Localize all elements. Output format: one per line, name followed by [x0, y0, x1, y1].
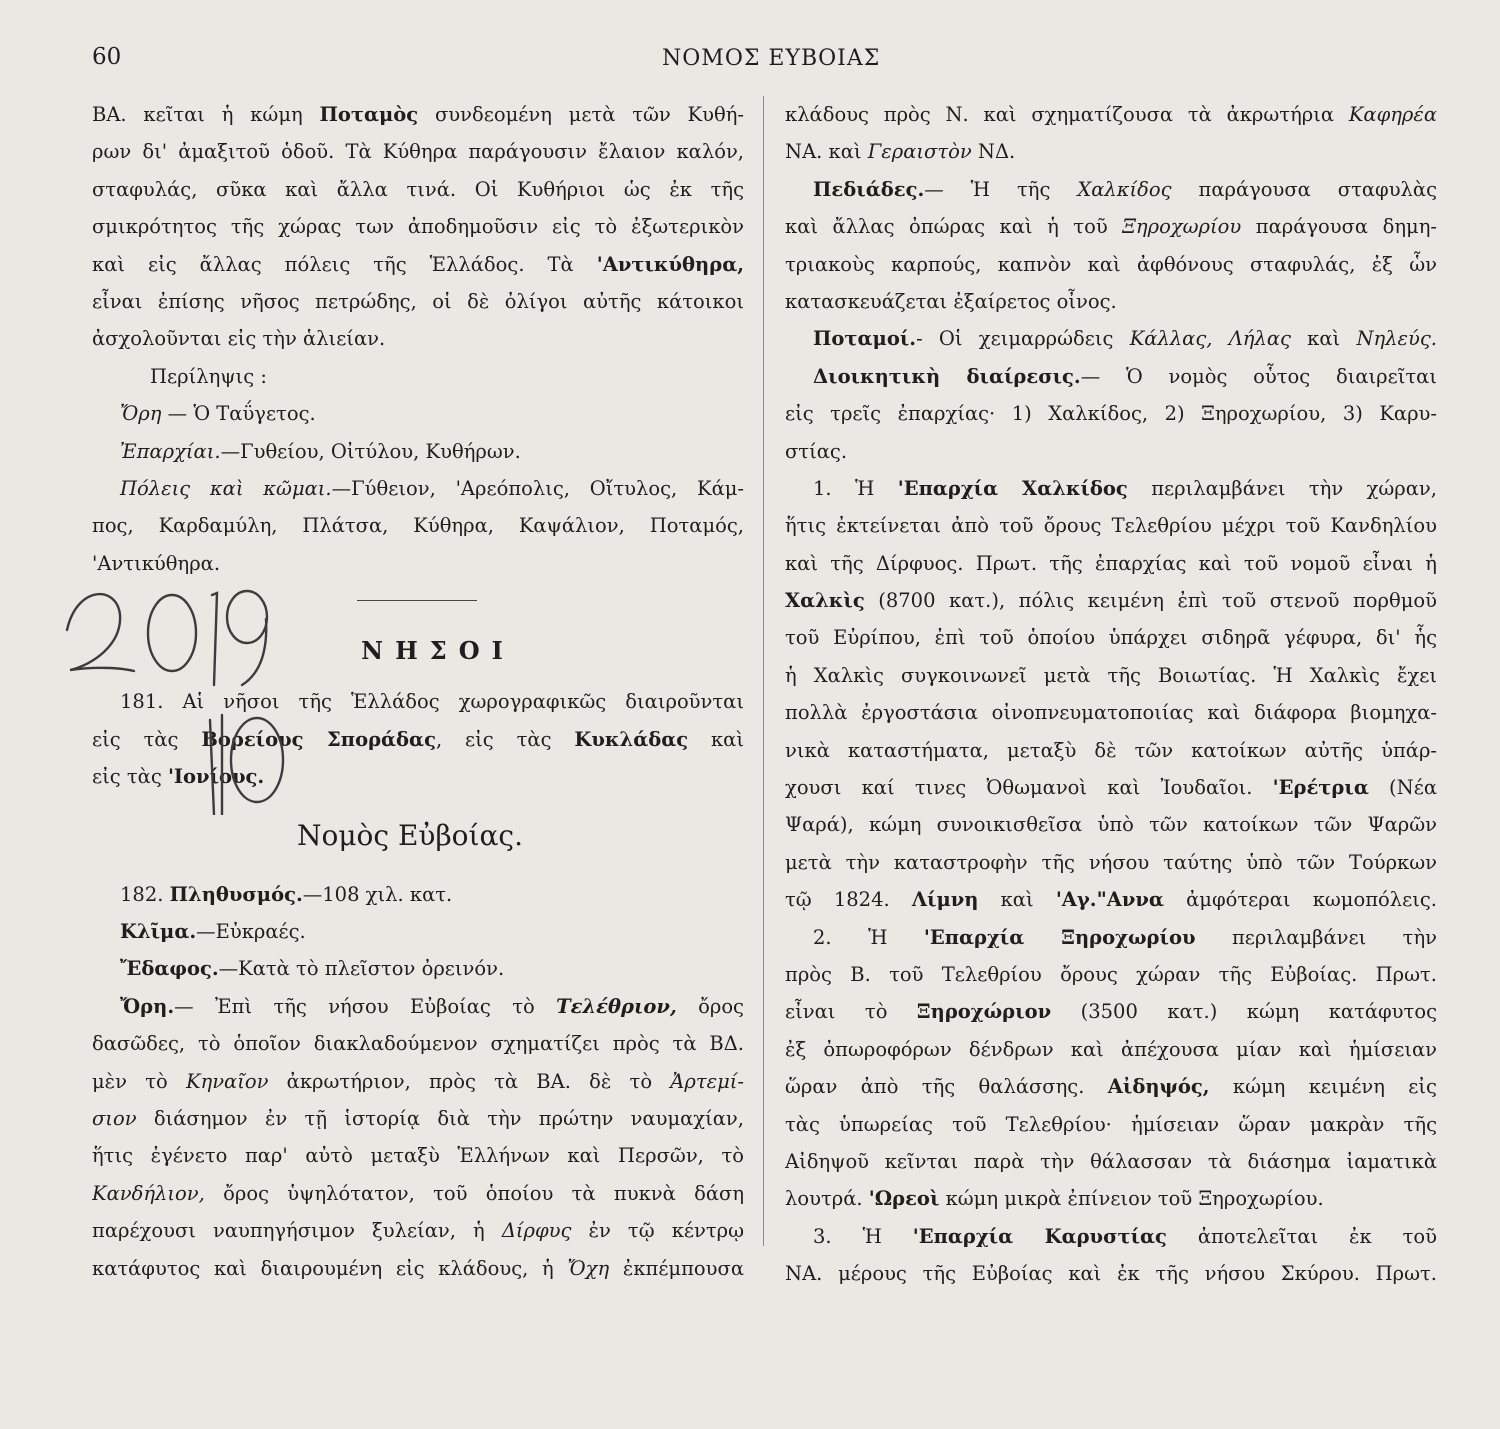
- text-line: ΝΑ. καὶ Γεραιστὸν ΝΔ.: [785, 140, 1016, 164]
- text-line: Κανδήλιον, ὄρος ὑψηλότατον, τοῦ ὁποίου τὰ πυκνὰ δάση: [92, 1181, 744, 1205]
- text-line: Χαλκὶς (8700 κατ.), πόλις κειμένη ἐπὶ τοῦ στενοῦ πορθμοῦ: [785, 589, 1437, 613]
- text-line: στίας.: [785, 439, 848, 463]
- text-line: ἥτις ἐγένετο παρ' αὐτὸ μεταξὺ Ἑλλήνων καὶ Περσῶν, τὸ: [92, 1144, 744, 1168]
- text-line: πος, Καρδαμύλη, Πλάτσα, Κύθηρα, Καψάλιον, Ποταμός,: [92, 514, 744, 538]
- soil-line: Ἔδαφος.—Κατὰ τὸ πλεῖστον ὀρεινόν.: [120, 957, 505, 981]
- text-line: ΝΑ. μέρους τῆς Εὐβοίας καὶ ἐκ τῆς νήσου Σκύρου. Πρωτ.: [785, 1262, 1437, 1286]
- text-line: σταφυλάς, σῦκα καὶ ἄλλα τινά. Οἱ Κυθήριοι ὡς ἐκ τῆς: [92, 177, 744, 201]
- handwritten-annotation-2019: [62, 575, 322, 815]
- right-column: [785, 96, 1437, 1293]
- text-line: εἶναι τὸ Ξηροχώριον (3500 κατ.) κώμη κατάφυτος: [785, 1000, 1437, 1024]
- mountains-line: Ὄρη.— Ἐπὶ τῆς νήσου Εὐβοίας τὸ Τελέθριον, ὄρος: [120, 994, 744, 1018]
- text-line: ἐξ ὀπωροφόρων δένδρων καὶ ἀπέχουσα μίαν καὶ ἡμίσειαν: [785, 1037, 1437, 1061]
- islands-heading: ΝΗΣΟΙ: [361, 636, 515, 666]
- page-number: 60: [92, 44, 122, 70]
- text-line: εἰς τὰς 'Ιονίους.: [92, 765, 265, 789]
- summary-mountains: Ὄρη — Ὁ Ταΰγετος.: [120, 402, 316, 426]
- text-line: πρὸς Β. τοῦ Τελεθρίου ὄρους χώραν τῆς Εὐβοίας. Πρωτ.: [785, 962, 1437, 986]
- text-line: καὶ ἄλλας ὀπώρας καὶ ἡ τοῦ Ξηροχωρίου παράγουσα δημη-: [785, 215, 1437, 239]
- text-line: Αἰδηψοῦ κεῖνται παρὰ τὴν θάλασσαν τὰ διάσημα ἰαματικὰ: [785, 1149, 1437, 1173]
- plains-line: Πεδιάδες.— Ἡ τῆς Χαλκίδος παράγουσα σταφυλὰς: [813, 177, 1437, 201]
- paragraph-182: 182. Πληθυσμός.—108 χιλ. κατ.: [120, 882, 453, 906]
- summary-provinces: Ἐπαρχίαι.—Γυθείου, Οἰτύλου, Κυθήρων.: [120, 439, 521, 463]
- short-rule: [357, 600, 477, 601]
- text-line: τοῦ Εὐρίπου, ἐπὶ τοῦ ὁποίου ὑπάρχει σιδηρᾶ γέφυρα, δι' ἧς: [785, 626, 1437, 650]
- text-line: μετὰ τὴν καταστροφὴν τῆς νήσου ταύτης ὑπὸ τῶν Τούρκων: [785, 850, 1437, 874]
- text-line: χουσι καί τινες Ὀθωμανοὶ καὶ Ἰουδαῖοι. 'Ερέτρια (Νέα: [785, 776, 1437, 800]
- text-line: δασῶδες, τὸ ὁποῖον διακλαδούμενον σχηματίζει πρὸς τὰ ΒΔ.: [92, 1032, 744, 1056]
- administration-line: Διοικητικὴ διαίρεσις.— Ὁ νομὸς οὗτος διαιρεῖται: [813, 364, 1437, 388]
- text-line: κατασκευάζεται ἐξαίρετος οἶνος.: [785, 289, 1117, 313]
- text-line: 'Αντικύθηρα.: [92, 551, 221, 575]
- text-line: ρων δι' ἀμαξιτοῦ ὁδοῦ. Τὰ Κύθηρα παράγουσιν ἔλαιον καλόν,: [92, 140, 744, 164]
- section-heading: Νομὸς Εὐβοίας.: [297, 818, 523, 852]
- province-2-line: 2. Ἡ 'Επαρχία Ξηροχωρίου περιλαμβάνει τὴν: [813, 925, 1437, 949]
- text-line: ἀσχολοῦνται εἰς τὴν ἁλιείαν.: [92, 327, 386, 351]
- text-line: ἥτις ἐκτείνεται ἀπὸ τοῦ ὄρους Τελεθρίου μέχρι τοῦ Κανδηλίου: [785, 514, 1437, 538]
- text-line: νικὰ καταστήματα, μεταξὺ δὲ τῶν κατοίκων αὐτῆς ὑπάρ-: [785, 738, 1437, 762]
- text-line: σιον διάσημον ἐν τῇ ἱστορίᾳ διὰ τὴν πρώτην ναυμαχίαν,: [92, 1106, 744, 1130]
- rivers-line: Ποταμοί.- Οἱ χειμαρρώδεις Κάλλας, Λήλας καὶ Νηλεύς.: [813, 327, 1437, 351]
- text-line: τὰς ὑπωρείας τοῦ Τελεθρίου· ἡμίσειαν ὥραν μακρὰν τῆς: [785, 1112, 1437, 1136]
- province-1-line: 1. Ἡ 'Επαρχία Χαλκίδος περιλαμβάνει τὴν χώραν,: [813, 476, 1437, 500]
- text-line: καὶ τῆς Δίρφυος. Πρωτ. τῆς ἐπαρχίας καὶ τοῦ νομοῦ εἶναι ἡ: [785, 551, 1437, 575]
- text-line: σμικρότητος τῆς χώρας των ἀποδημοῦσιν εἰς τὸ ἐξωτερικὸν: [92, 215, 744, 239]
- text-line: κλάδους πρὸς Ν. καὶ σχηματίζουσα τὰ ἀκρωτήρια Καφηρέα: [785, 103, 1437, 126]
- text-line: εἰς τὰς Βορείους Σποράδας, εἰς τὰς Κυκλάδας καὶ: [92, 727, 744, 751]
- text-line: κατάφυτος καὶ διαιρουμένη εἰς κλάδους, ἡ Ὄχη ἐκπέμπουσα: [92, 1256, 744, 1280]
- text-line: λουτρά. 'Ωρεοὶ κώμη μικρὰ ἐπίνειον τοῦ Ξηροχωρίου.: [785, 1187, 1324, 1211]
- summary-title: Περίληψις :: [150, 364, 267, 388]
- province-3-line: 3. Ἡ 'Επαρχία Καρυστίας ἀποτελεῖται ἐκ τοῦ: [813, 1224, 1437, 1248]
- text-line: καὶ εἰς ἄλλας πόλεις τῆς Ἑλλάδος. Τὰ 'Αντικύθηρα,: [92, 252, 744, 276]
- text-line: εἶναι ἐπίσης νῆσος πετρώδης, οἱ δὲ ὀλίγοι αὐτῆς κάτοικοι: [92, 289, 744, 313]
- text-line: ὥραν ἀπὸ τῆς θαλάσσης. Αἰδηψός, κώμη κειμένη εἰς: [785, 1075, 1437, 1099]
- text-line: παρέχουσι ναυπηγήσιμον ξυλείαν, ἡ Δίρφυς ἐν τῷ κέντρῳ: [92, 1219, 744, 1243]
- text-line: Ψαρά), κώμη συνοικισθεῖσα ὑπὸ τῶν κατοίκων τῶν Ψαρῶν: [785, 813, 1437, 837]
- climate-line: Κλῖμα.—Εὐκραές.: [120, 920, 306, 944]
- text-line: τῷ 1824. Λίμνη καὶ 'Αγ."Αννα ἀμφότεραι κωμοπόλεις.: [785, 888, 1437, 912]
- running-title: ΝΟΜΟΣ ΕΥΒΟΙΑΣ: [662, 46, 881, 71]
- text-line: μὲν τὸ Κηναῖον ἀκρωτήριον, πρὸς τὰ ΒΑ. δὲ τὸ Ἀρτεμί-: [92, 1069, 744, 1093]
- text-line: ἡ Χαλκὶς συγκοινωνεῖ μετὰ τῆς Βοιωτίας. Ἡ Χαλκὶς ἔχει: [785, 663, 1437, 687]
- column-divider: [763, 96, 764, 1246]
- paragraph-181: 181. Αἱ νῆσοι τῆς Ἑλλάδος χωρογραφικῶς διαιροῦνται: [120, 690, 744, 714]
- text-line: πολλὰ ἐργοστάσια οἰνοπνευματοποιίας καὶ διάφορα βιομηχα-: [785, 701, 1437, 725]
- text-line: τριακοὺς καρπούς, καπνὸν καὶ ἀφθόνους σταφυλάς, ἐξ ὧν: [785, 252, 1437, 276]
- text-line: εἰς τρεῖς ἐπαρχίας· 1) Χαλκίδος, 2) Ξηροχωρίου, 3) Καρυ-: [785, 402, 1437, 426]
- text-line: ΒΑ. κεῖται ἡ κώμη Ποταμὸς συνδεομένη μετὰ τῶν Κυθή-: [92, 103, 744, 126]
- summary-towns: Πόλεις καὶ κῶμαι.—Γύθειον, 'Αρεόπολις, Οἴτυλος, Κάμ-: [120, 476, 744, 500]
